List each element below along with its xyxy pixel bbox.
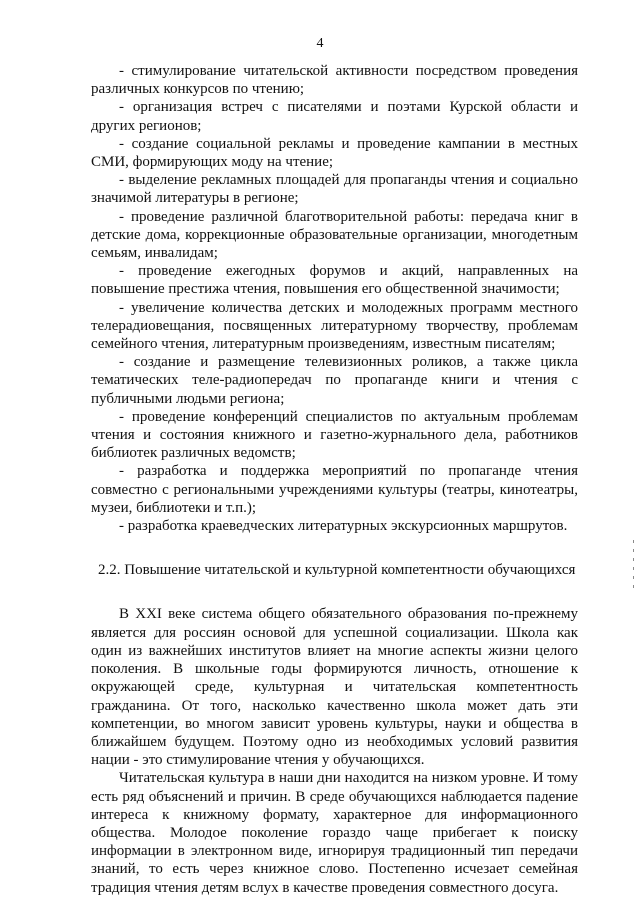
list-item: - стимулирование читательской активности посредством проведения различных конкурсов по чтению;	[91, 63, 578, 98]
body-paragraph: Читательская культура в наши дни находится на низком уровне. И тому есть ряд объяснений и причин. В среде обучающихся наблюдается падение интереса к книжному формату, характерное для информационного общества. Молодое поколение гораздо чаще прибегает к поиску информации в электронном виде, игнорируя традиционный тип передачи знаний, то есть через книжное слово. Постепенно исчезает семейная традиция чтения детям вслух в качестве проведения совместного досуга.	[91, 770, 578, 896]
list-item: - увеличение количества детских и молодежных программ местного телерадиовещания, посвященных литературному творчеству, проблемам семейного чтения, литературным произведениям, известным писателям;	[91, 299, 578, 353]
list-item: - проведение различной благотворительной работы: передача книг в детские дома, коррекционные образовательные организации, многодетным семьям, инвалидам;	[91, 208, 578, 262]
body-paragraph: В XXI веке система общего обязательного образования по-прежнему является для россиян основой для успешной социализации. Школа как один из важнейших институтов влияет на многие аспекты жизни целого поколения. В школьные годы формируются личность, отношение к окружающей среде, культурная и читательская компетентность гражданина. От того, насколько качественно школа может дать эти компетенции, во многом зависит уровень культуры, науки и общества в ближайшем будущем. Поэтому одно из необходимых условий развития нации - это стимулирование чтения у обучающихся.	[91, 606, 578, 769]
list-item: - проведение ежегодных форумов и акций, направленных на повышение престижа чтения, повышения его общественной значимости;	[91, 263, 578, 298]
list-item: - разработка краеведческих литературных экскурсионных маршрутов.	[119, 518, 568, 535]
page-number: 4	[316, 36, 324, 51]
document-body	[91, 62, 578, 897]
list-item: - проведение конференций специалистов по актуальным проблемам чтения и состояния книжного и газетно-журнального дела, работников библиотек различных ведомств;	[91, 408, 578, 462]
list-item: - создание социальной рекламы и проведение кампании в местных СМИ, формирующих моду на чтение;	[91, 135, 578, 171]
list-item: - организация встреч с писателями и поэтами Курской области и других регионов;	[91, 99, 578, 134]
list-item: - выделение рекламных площадей для пропаганды чтения и социально значимой литературы в регионе;	[91, 172, 578, 207]
scan-margin-marks	[633, 540, 635, 600]
section-heading: 2.2. Повышение читательской и культурной компетентности обучающихся	[98, 562, 576, 579]
list-item: - разработка и поддержка мероприятий по пропаганде чтения совместно с региональными учреждениями культуры (театры, кинотеатры, музеи, библиотеки и т.п.);	[91, 463, 578, 516]
measures-list	[91, 62, 578, 535]
list-item: - создание и размещение телевизионных роликов, а также цикла тематических теле-радиопередач по пропаганде книги и чтения с публичными людьми региона;	[91, 354, 578, 407]
section-spacer	[91, 579, 578, 605]
